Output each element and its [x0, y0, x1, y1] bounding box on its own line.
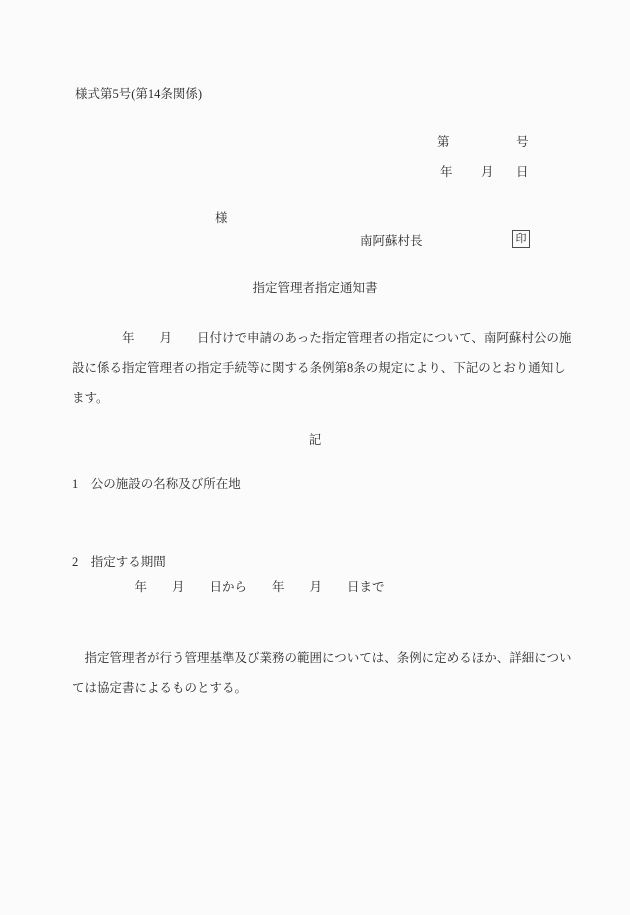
- addressee-sama-label: 様: [215, 211, 228, 225]
- document-title: 指定管理者指定通知書: [252, 281, 378, 295]
- date-year-label: 年: [440, 165, 453, 179]
- ki-marker: 記: [308, 433, 322, 447]
- form-number: 様式第5号(第14条関係): [75, 87, 203, 101]
- body-paragraph-line-2: 設に係る指定管理者の指定手続等に関する条例第8条の規定により、下記のとおり通知し: [72, 361, 566, 375]
- sender-title: 南阿蘇村長: [360, 234, 423, 248]
- item-1-heading: 1 公の施設の名称及び所在地: [72, 477, 241, 491]
- body-paragraph-line-3: ます。: [72, 391, 109, 405]
- seal-stamp-box: 印: [512, 230, 530, 248]
- doc-number-prefix: 第: [437, 135, 450, 149]
- closing-paragraph-line-1: 指定管理者が行う管理基準及び業務の範囲については、条例に定めるほか、詳細につい: [72, 651, 572, 665]
- closing-paragraph-line-2: ては協定書によるものとする。: [72, 681, 248, 695]
- item-2-heading: 2 指定する期間: [72, 555, 166, 569]
- date-day-label: 日: [516, 165, 529, 179]
- date-month-label: 月: [481, 165, 494, 179]
- doc-number-suffix: 号: [516, 135, 529, 149]
- body-paragraph-line-1: 年 月 日付けで申請のあった指定管理者の指定について、南阿蘇村公の施: [72, 331, 572, 345]
- item-2-period-line: 年 月 日から 年 月 日まで: [72, 580, 385, 594]
